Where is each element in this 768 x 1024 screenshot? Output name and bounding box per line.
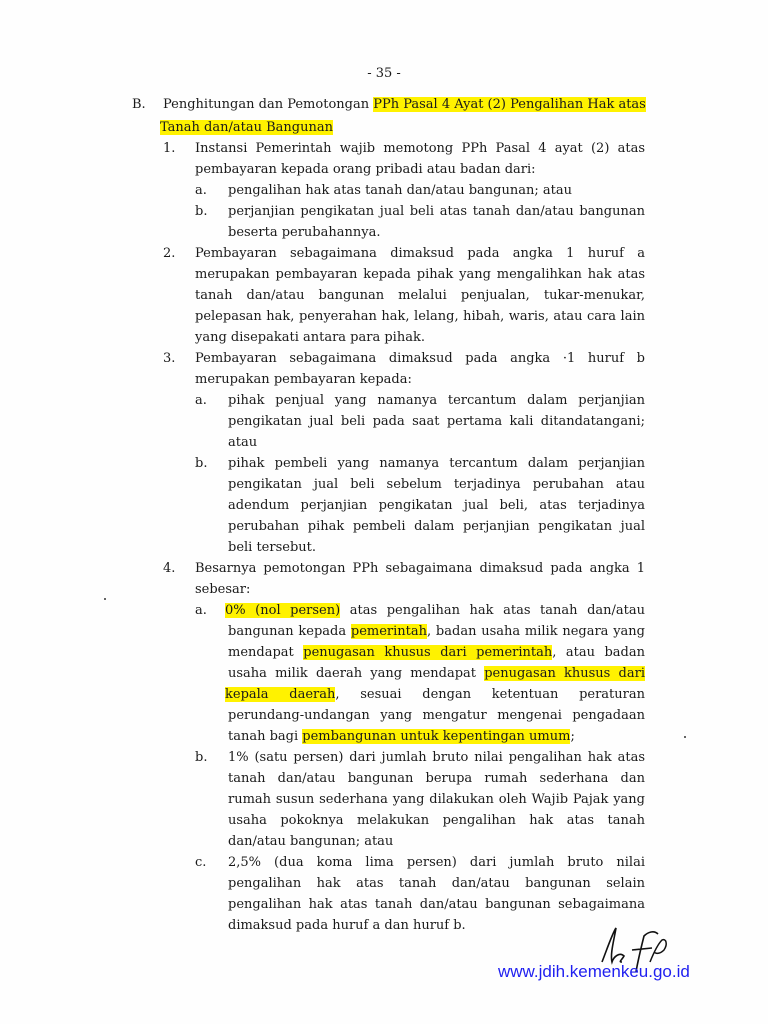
section-title-line-1 [163, 94, 645, 115]
item-4a-line-7-rest: ; [570, 729, 575, 744]
scan-mark [684, 736, 686, 738]
item-1b-line-2: beserta perubahannya. [228, 225, 381, 240]
item-3b-line-2: pengikatan jual beli sebelum terjadinya perubahan atau [228, 477, 645, 492]
item-4a-line-7-pre: tanah bagi [228, 729, 303, 744]
scan-mark [104, 598, 106, 600]
item-4c-marker: c. [195, 855, 207, 870]
item-4b-line-5: dan/atau bangunan; atau [228, 834, 394, 849]
item-4b-line-4: usaha pokoknya melakukan pengalihan hak atas tanah [228, 813, 645, 828]
item-4a-line-2-pre: bangunan kepada [228, 624, 351, 639]
item-1-line-1: Instansi Pemerintah wajib memotong PPh Pasal 4 ayat (2) atas [195, 141, 645, 156]
item-4-line-1: Besarnya pemotongan PPh sebagaimana dimaksud pada angka 1 [195, 561, 645, 576]
item-2-marker: 2. [163, 246, 176, 261]
item-3a-line-2: pengikatan jual beli pada saat pertama kali ditandatangani; [228, 414, 645, 429]
item-4c-line-4: dimaksud pada huruf a dan huruf b. [228, 918, 466, 933]
item-4b-line-3: rumah susun sederhana yang dilakukan oleh Wajib Pajak yang [228, 792, 645, 807]
item-2-line-3: tanah dan/atau bangunan melalui penjualan, tukar-menukar, [195, 288, 645, 303]
item-4a-line-2-rest: , badan usaha milik negara yang [427, 624, 645, 639]
item-4a-line-6: perundang-undangan yang mengatur mengenai pengadaan [228, 708, 645, 723]
highlight-penugasan-pemerintah: penugasan khusus dari pemerintah [303, 645, 553, 660]
item-4a-line-5-rest: , sesuai dengan ketentuan peraturan [335, 687, 645, 702]
item-4b-line-2: tanah dan/atau bangunan berupa rumah sederhana dan [228, 771, 645, 786]
item-4b-marker: b. [195, 750, 208, 765]
page-number: - 35 - [367, 66, 401, 81]
highlight-kepala-daerah: kepala daerah [225, 687, 336, 702]
item-1a-marker: a. [195, 183, 207, 198]
footer-url-link[interactable]: www.jdih.kemenkeu.go.id [498, 962, 690, 981]
item-4a-line-7 [228, 726, 575, 747]
item-4c-line-3: pengalihan hak atas tanah dan/atau bangunan sebagaimana [228, 897, 645, 912]
item-4a-line-1 [225, 600, 645, 621]
item-3a-line-3: atau [228, 435, 258, 450]
highlight-penugasan-khusus-dari: penugasan khusus dari [484, 666, 645, 681]
section-title-line-2 [160, 117, 333, 138]
item-2-line-1: Pembayaran sebagaimana dimaksud pada angka 1 huruf a [195, 246, 645, 261]
highlight-nol-persen: 0% (nol persen) [225, 603, 341, 618]
item-4a-line-5 [225, 684, 645, 705]
section-letter: B. [132, 97, 146, 112]
item-1a-line-1: pengalihan hak atas tanah dan/atau bangunan; atau [228, 183, 572, 198]
item-4c-line-2: pengalihan hak atas tanah dan/atau bangunan selain [228, 876, 645, 891]
item-3b-line-3: adendum perjanjian pengikatan jual beli, atas terjadinya [228, 498, 645, 513]
item-4-line-2: sebesar: [195, 582, 251, 597]
item-1b-marker: b. [195, 204, 208, 219]
section-title-text: Penghitungan dan Pemotongan [163, 97, 374, 112]
item-3a-line-1: pihak penjual yang namanya tercantum dalam perjanjian [228, 393, 645, 408]
item-3b-line-1: pihak pembeli yang namanya tercantum dalam perjanjian [228, 456, 645, 471]
item-3b-line-5: beli tersebut. [228, 540, 317, 555]
item-3a-marker: a. [195, 393, 207, 408]
item-1-marker: 1. [163, 141, 176, 156]
item-3-marker: 3. [163, 351, 176, 366]
item-4a-line-3 [228, 642, 645, 663]
item-3b-marker: b. [195, 456, 208, 471]
item-4b-line-1: 1% (satu persen) dari jumlah bruto nilai pengalihan hak atas [228, 750, 645, 765]
item-1-line-2: pembayaran kepada orang pribadi atau badan dari: [195, 162, 536, 177]
highlight-pemerintah: pemerintah [350, 624, 428, 639]
item-3-line-1: Pembayaran sebagaimana dimaksud pada angka ·1 huruf b [195, 351, 645, 366]
item-1b-line-1: perjanjian pengikatan jual beli atas tanah dan/atau bangunan [228, 204, 645, 219]
item-4c-line-1: 2,5% (dua koma lima persen) dari jumlah bruto nilai [228, 855, 645, 870]
item-2-line-2: merupakan pembayaran kepada pihak yang mengalihkan hak atas [195, 267, 645, 282]
highlight-pph-pasal-4: PPh Pasal 4 Ayat (2) Pengalihan Hak atas [373, 97, 646, 112]
item-4a-marker: a. [195, 603, 207, 618]
item-4a-line-2 [228, 621, 645, 642]
item-3b-line-4: perubahan pihak pembeli dalam perjanjian pengikatan jual [228, 519, 645, 534]
highlight-pembangunan: pembangunan untuk kepentingan umum [302, 729, 571, 744]
item-4a-line-4-pre: usaha milik daerah yang mendapat [228, 666, 485, 681]
item-2-line-5: yang disepakati antara para pihak. [195, 330, 425, 345]
item-4a-line-1-text: atas pengalihan hak atas tanah dan/atau [340, 603, 645, 618]
item-2-line-4: pelepasan hak, penyerahan hak, lelang, hibah, waris, atau cara lain [195, 309, 645, 324]
item-4a-line-4 [228, 663, 645, 684]
item-4a-line-3-pre: mendapat [228, 645, 304, 660]
item-4a-line-3-rest: , atau badan [552, 645, 646, 660]
item-3-line-2: merupakan pembayaran kepada: [195, 372, 412, 387]
highlight-tanah-bangunan: Tanah dan/atau Bangunan [160, 120, 333, 135]
item-4-marker: 4. [163, 561, 176, 576]
